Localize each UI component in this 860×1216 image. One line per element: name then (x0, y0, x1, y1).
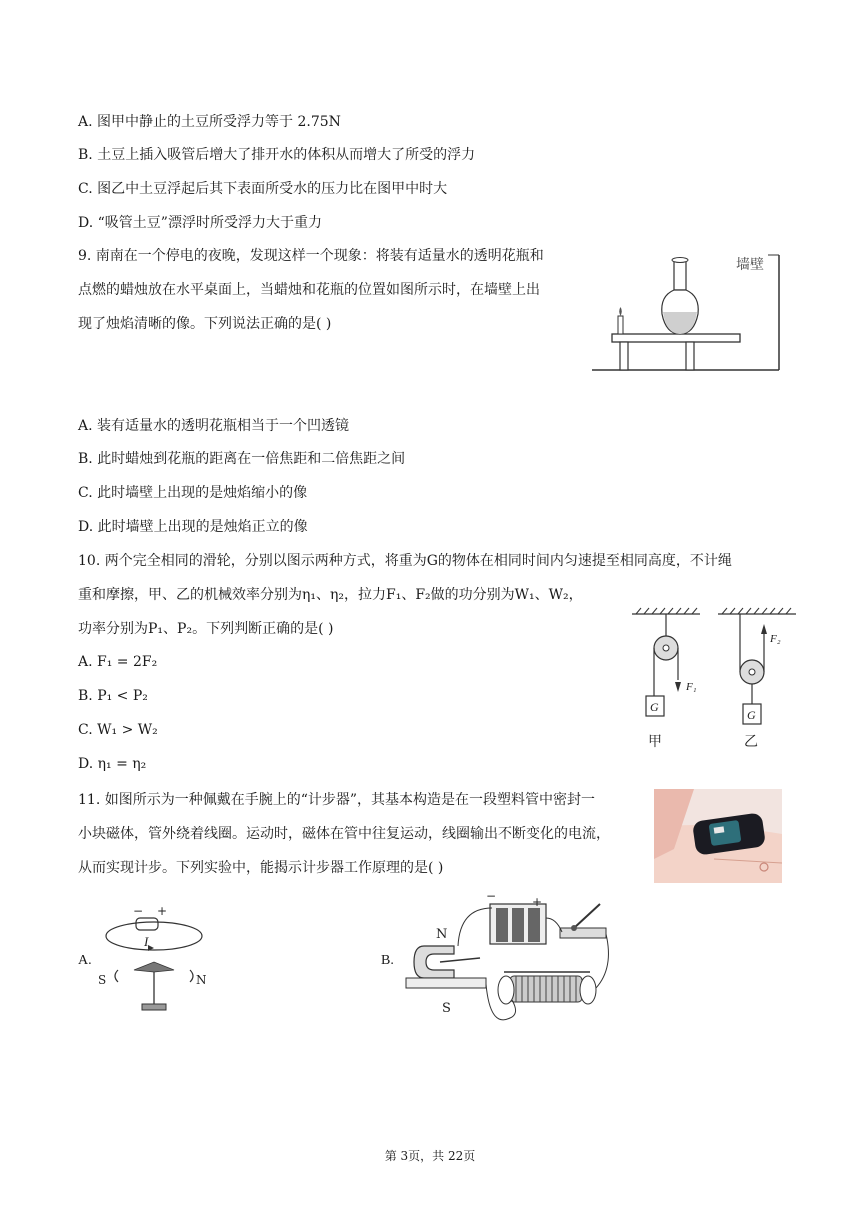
q10-f1-label: F₁ (686, 681, 697, 693)
q10-f2-label: F₂ (770, 633, 781, 645)
fig-a-plus: + (157, 904, 168, 918)
page-footer: 第 3页，共 22页 (384, 1149, 476, 1163)
fig-a-minus: − (133, 904, 144, 918)
q10-pulley-figure (630, 600, 800, 750)
fig-b-minus: − (486, 889, 497, 903)
q9-stem-line3: 现了烛焰清晰的像。下列说法正确的是( ) (78, 316, 332, 332)
q11-stem-line1: 11. 如图所示为一种佩戴在手腕上的“计步器”，其基本构造是在一段塑料管中密封一 (78, 792, 596, 808)
q9-option-d: D. 此时墙壁上出现的是烛焰正立的像 (78, 519, 308, 535)
q8-option-b: B. 土豆上插入吸管后增大了排开水的体积从而增大了所受的浮力 (78, 147, 476, 163)
q11-option-a-label: A. (78, 953, 92, 968)
q8-option-d: D. “吸管土豆”漂浮时所受浮力大于重力 (78, 215, 322, 231)
q9-option-b: B. 此时蜡烛到花瓶的距离在一倍焦距和二倍焦距之间 (78, 451, 406, 467)
q10-option-a: A. F₁ = 2F₂ (78, 654, 158, 670)
fig-a-n: N (196, 973, 207, 987)
q10-weight-jia: G (650, 700, 659, 714)
q10-stem-line2: 重和摩擦，甲、乙的机械效率分别为η₁、η₂，拉力F₁、F₂做的功分别为W₁、W₂， (78, 587, 583, 603)
q9-stem-line1: 9. 南南在一个停电的夜晚，发现这样一个现象：将装有适量水的透明花瓶和 (78, 248, 544, 264)
q10-weight-yi: G (747, 708, 756, 722)
q10-stem-line3: 功率分别为P₁、P₂。下列判断正确的是( ) (78, 621, 334, 637)
q10-label-yi: 乙 (744, 734, 758, 750)
fig-a-s: S (98, 973, 107, 987)
q9-option-a: A. 装有适量水的透明花瓶相当于一个凹透镜 (78, 418, 350, 434)
fig-b-plus: + (532, 895, 543, 909)
q11-option-b-figure (400, 888, 620, 1030)
fig-a-current: I (144, 934, 149, 949)
q10-stem-line1: 10. 两个完全相同的滑轮，分别以图示两种方式，将重为G的物体在相同时间内匀速提至相同高度，不计绳 (78, 553, 732, 569)
q10-label-jia: 甲 (648, 734, 662, 750)
q8-option-c: C. 图乙中土豆浮起后其下表面所受水的压力比在图甲中时大 (78, 181, 448, 197)
q10-option-c: C. W₁ > W₂ (78, 722, 158, 738)
q8-option-a: A. 图甲中静止的土豆所受浮力等于 2.75N (78, 114, 341, 130)
q11-pedometer-photo (654, 789, 782, 883)
q9-stem-line2: 点燃的蜡烛放在水平桌面上，当蜡烛和花瓶的位置如图所示时，在墙壁上出 (78, 282, 540, 298)
fig-b-n: N (436, 927, 448, 942)
q11-option-a-figure (96, 900, 216, 1018)
q11-stem-line2: 小块磁体，管外绕着线圈。运动时，磁体在管中往复运动，线圈输出不断变化的电流， (78, 826, 610, 842)
fig-b-s: S (442, 1001, 451, 1016)
wall-label: 墙壁 (736, 257, 764, 273)
q10-option-b: B. P₁ < P₂ (78, 688, 148, 704)
q9-candle-vase-figure (590, 250, 800, 375)
q9-option-c: C. 此时墙壁上出现的是烛焰缩小的像 (78, 485, 308, 501)
q11-stem-line3: 从而实现计步。下列实验中，能揭示计步器工作原理的是( ) (78, 860, 444, 876)
q10-option-d: D. η₁ = η₂ (78, 756, 147, 772)
q11-option-b-label: B. (381, 953, 394, 968)
